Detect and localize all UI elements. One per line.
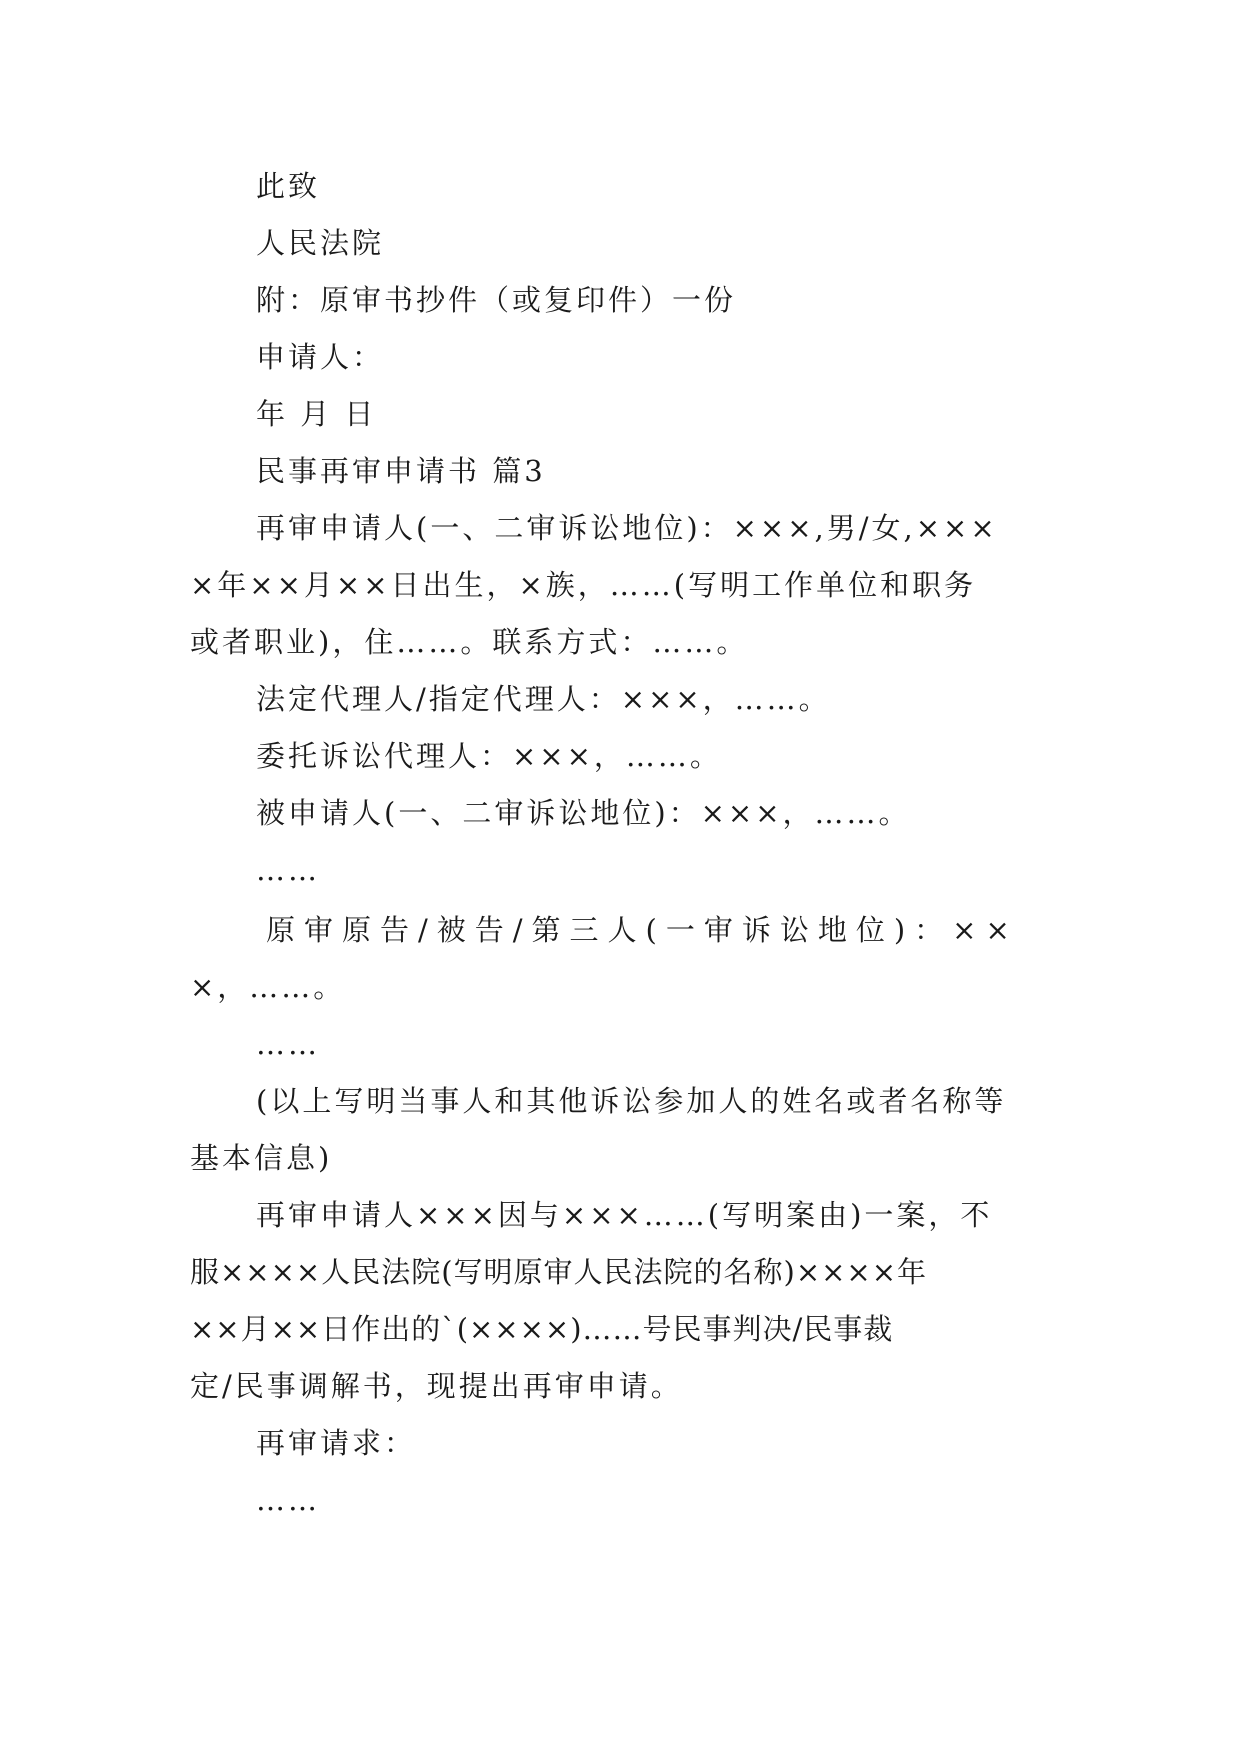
- paragraph-line: 服××××人民法院(写明原审人民法院的名称)××××年: [190, 1255, 928, 1289]
- ellipsis-line: ……: [256, 1027, 320, 1061]
- section-heading: 民事再审申请书 篇3: [256, 454, 546, 488]
- paragraph-line: 原审原告/被告/第三人(一审诉讼地位)：××: [266, 913, 1019, 947]
- court-addressee: 人民法院: [256, 226, 385, 260]
- paragraph-line: 再审请求：: [256, 1426, 417, 1460]
- paragraph-line: ×，……。: [190, 970, 346, 1004]
- paragraph-line: 再审申请人×××因与×××……(写明案由)一案，不: [256, 1198, 993, 1232]
- paragraph-line: (以上写明当事人和其他诉讼参加人的姓名或者名称等: [256, 1084, 1007, 1118]
- paragraph-line: 法定代理人/指定代理人：×××，……。: [256, 682, 831, 716]
- paragraph-line: 定/民事调解书，现提出再审申请。: [190, 1369, 683, 1403]
- ellipsis-line: ……: [256, 1483, 320, 1517]
- paragraph-line: 或者职业)，住……。联系方式：……。: [190, 625, 749, 659]
- closing-salutation: 此致: [256, 169, 321, 203]
- paragraph-line: ××月××日作出的`(××××)……号民事判决/民事裁: [190, 1312, 894, 1346]
- attachment-note: 附：原审书抄件（或复印件）一份: [256, 283, 737, 317]
- applicant-signature: 申请人：: [256, 340, 385, 374]
- paragraph-line: 基本信息): [190, 1141, 333, 1175]
- paragraph-line: ×年××月××日出生，×族，……(写明工作单位和职务: [190, 568, 977, 602]
- ellipsis-line: ……: [256, 853, 320, 887]
- paragraph-line: 再审申请人(一、二审诉讼地位)：×××,男/女,×××: [256, 511, 998, 545]
- paragraph-line: 被申请人(一、二审诉讼地位)：×××，……。: [256, 796, 911, 830]
- paragraph-line: 委托诉讼代理人：×××，……。: [256, 739, 722, 773]
- date-line: 年 月 日: [256, 397, 377, 431]
